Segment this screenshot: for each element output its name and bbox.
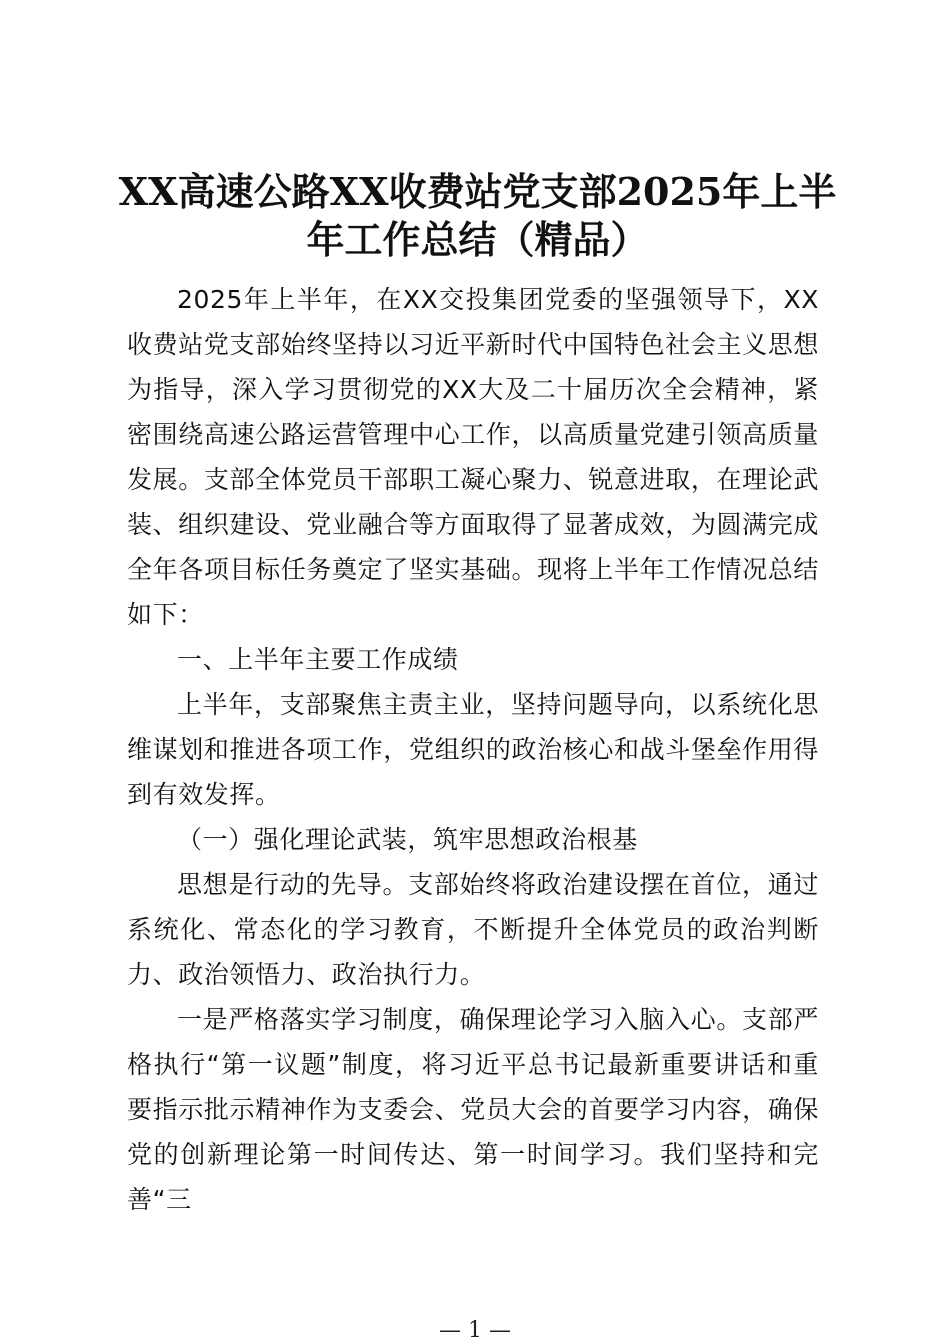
body-paragraph: 思想是行动的先导。支部始终将政治建设摆在首位，通过系统化、常态化的学习教育，不断提升全体党员的政治判断力、政治领悟力、政治执行力。 [127,870,819,989]
section-heading: 一、上半年主要工作成绩 [177,645,459,674]
document-title: XX高速公路XX收费站党支部2025年上半年工作总结（精品） [118,169,837,262]
intro-paragraph: 2025年上半年，在XX交投集团党委的坚强领导下，XX收费站党支部始终坚持以习近平新时代中国特色社会主义思想为指导，深入学习贯彻党的XX大及二十届历次全会精神，紧密围绕高速公路运营管理中心工作，以高质量党建引领高质量发展。支部全体党员干部职工凝心聚力、锐意进取，在理论武装、组织建设、党业融合等方面取得了显著成效，为圆满完成全年各项目标任务奠定了坚实基础。现将上半年工作情况总结如下： [127,285,819,629]
body-paragraph: 一是严格落实学习制度，确保理论学习入脑入心。支部严格执行“第一议题”制度，将习近平总书记最新重要讲话和重要指示批示精神作为支委会、党员大会的首要学习内容，确保党的创新理论第一时间传达、第一时间学习。我们坚持和完善“三 [127,1005,819,1214]
body-paragraph: 上半年，支部聚焦主责主业，坚持问题导向，以系统化思维谋划和推进各项工作，党组织的政治核心和战斗堡垒作用得到有效发挥。 [127,690,819,809]
subsection-heading: （一）强化理论武装，筑牢思想政治根基 [177,825,638,854]
page-number: — 1 — [439,1318,511,1343]
document-body [127,277,819,1222]
